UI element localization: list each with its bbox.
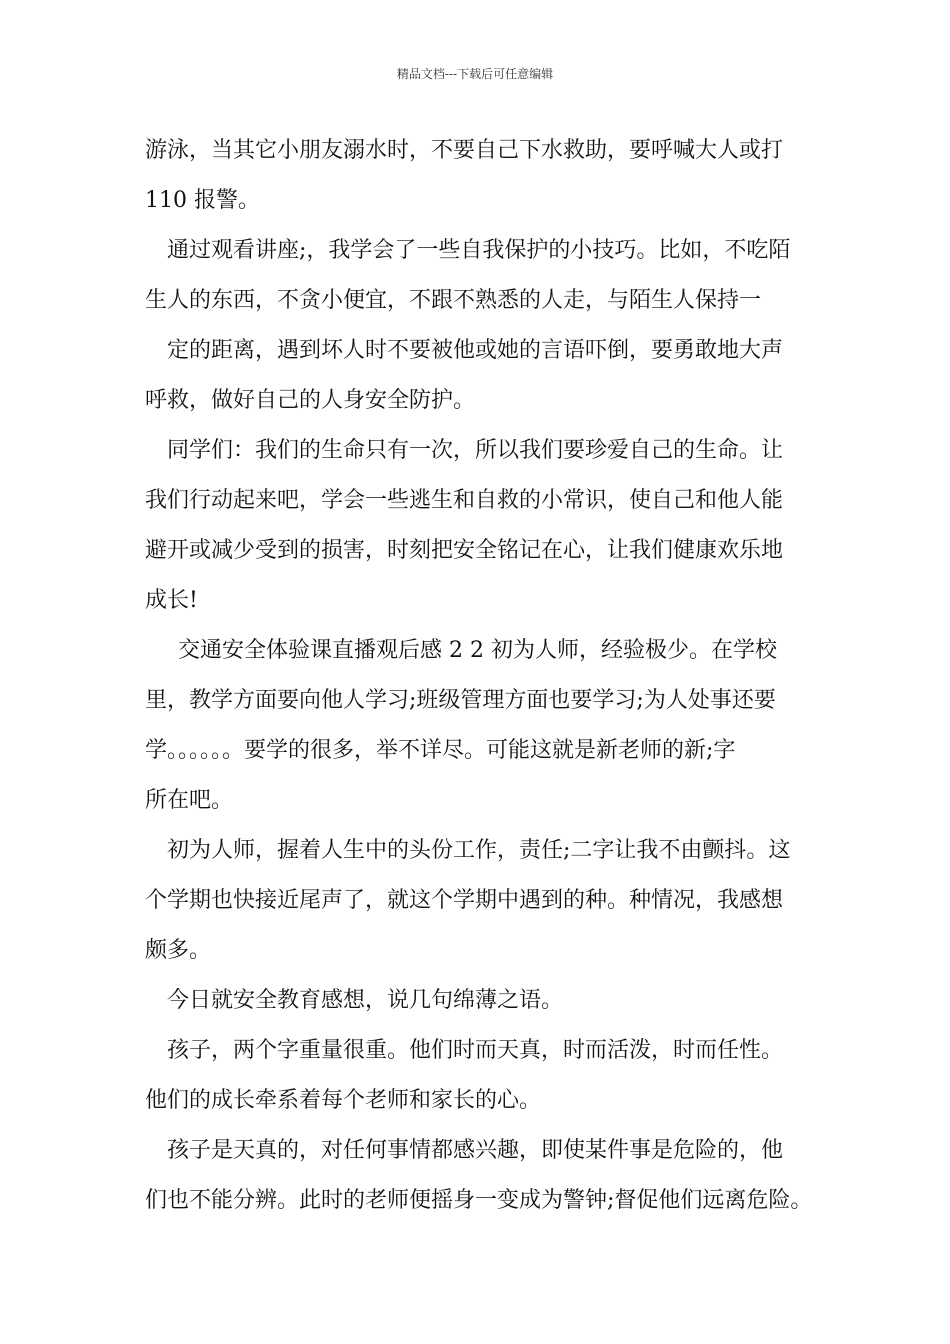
text-line: 颇多。 [145, 938, 212, 963]
paragraph [145, 426, 835, 626]
paragraph [145, 826, 835, 976]
paragraph [145, 1126, 835, 1226]
paragraph [145, 226, 835, 326]
text-line: 他们的成长牵系着每个老师和家长的心。 [145, 1088, 542, 1113]
paragraph [145, 626, 835, 826]
document-body [145, 126, 835, 1226]
page-header: 精品文档---下载后可任意编辑 [396, 67, 554, 81]
text-line: 学。。。。。。要学的很多，举不详尽。可能这就是新老师的新;字 [145, 738, 736, 763]
text-line: 交通安全体验课直播观后感 2 2 初为人师，经验极少。在学校 [178, 638, 777, 663]
text-line: 们也不能分辨。此时的老师便摇身一变成为警钟;督促他们远离危险。 [145, 1188, 813, 1213]
text-line: 个学期也快接近尾声了，就这个学期中遇到的种。种情况，我感想 [145, 888, 784, 913]
text-line: 定的距离，遇到坏人时不要被他或她的言语吓倒，要勇敢地大声 [167, 338, 784, 363]
paragraph [145, 326, 835, 426]
text-line: 所在吧。 [145, 788, 234, 813]
text-line: 成长! [145, 588, 198, 613]
text-line: 游泳，当其它小朋友溺水时，不要自己下水救助，要呼喊大人或打 [145, 138, 784, 163]
text-line: 同学们：我们的生命只有一次，所以我们要珍爱自己的生命。让 [167, 438, 784, 463]
text-line: 我们行动起来吧，学会一些逃生和自救的小常识，使自己和他人能 [145, 488, 784, 513]
text-line: 孩子是天真的，对任何事情都感兴趣，即使某件事是危险的，他 [167, 1138, 784, 1163]
text-line: 今日就安全教育感想，说几句绵薄之语。 [167, 988, 564, 1013]
paragraph [145, 976, 835, 1026]
text-line: 呼救，做好自己的人身安全防护。 [145, 388, 476, 413]
text-line: 通过观看讲座;，我学会了一些自我保护的小技巧。比如，不吃陌 [167, 238, 791, 263]
paragraph [145, 126, 835, 226]
text-line: 110 报警。 [145, 188, 260, 213]
text-line: 初为人师，握着人生中的头份工作，责任;二字让我不由颤抖。这 [167, 838, 791, 863]
text-line: 生人的东西，不贪小便宜，不跟不熟悉的人走，与陌生人保持一 [145, 288, 762, 313]
text-line: 里，教学方面要向他人学习;班级管理方面也要学习;为人处事还要 [145, 688, 776, 713]
text-line: 避开或减少受到的损害，时刻把安全铭记在心，让我们健康欢乐地 [145, 538, 784, 563]
paragraph [145, 1026, 835, 1126]
text-line: 孩子，两个字重量很重。他们时而天真，时而活泼，时而任性。 [167, 1038, 784, 1063]
